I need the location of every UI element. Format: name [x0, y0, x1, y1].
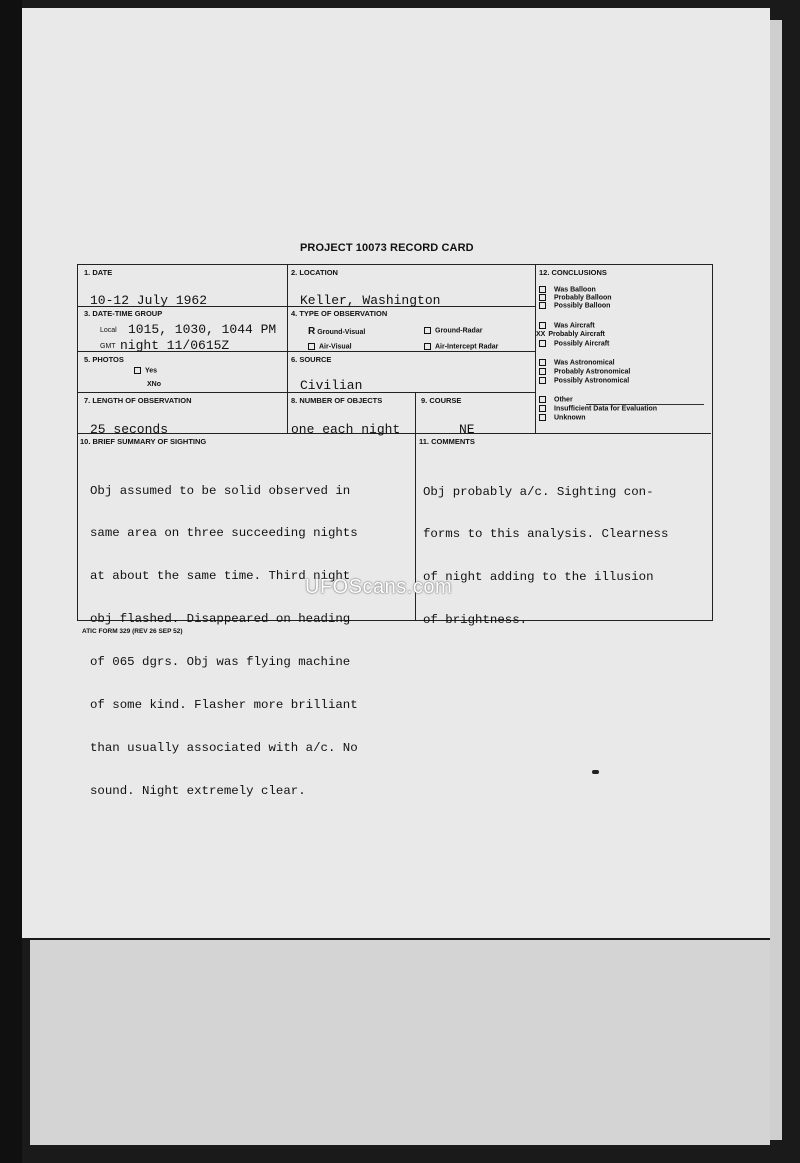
summary-line: than usually associated with a/c. No: [90, 740, 358, 755]
conclusion-item: Other: [539, 396, 573, 404]
summary-line: sound. Night extremely clear.: [90, 783, 306, 798]
location-label: 2. LOCATION: [291, 268, 338, 277]
checkbox-icon: [308, 343, 315, 350]
date-value: 10-12 July 1962: [90, 293, 208, 308]
form-id: ATIC FORM 329 (REV 26 SEP 52): [82, 628, 183, 635]
objects-label: 8. NUMBER OF OBJECTS: [291, 396, 383, 405]
conclusion-item: Possibly Balloon: [539, 302, 610, 310]
date-label: 1. DATE: [84, 268, 113, 277]
conclusion-item-checked: XX Probably Aircraft: [536, 331, 605, 338]
dtg-gmt-label: GMT: [100, 343, 116, 350]
checkbox-icon: [539, 377, 546, 384]
course-label: 9. COURSE: [421, 396, 462, 405]
summary-text: [90, 455, 358, 827]
comments-line: Obj probably a/c. Sighting con-: [423, 484, 654, 499]
summary-label: 10. BRIEF SUMMARY OF SIGHTING: [80, 437, 207, 446]
conclusion-item: Insufficient Data for Evaluation: [539, 405, 657, 413]
conclusion-item: Possibly Astronomical: [539, 377, 629, 385]
dtg-local-value: 1015, 1030, 1044 PM: [128, 322, 277, 337]
checked-mark: R: [308, 326, 316, 337]
source-value: Civilian: [300, 378, 363, 393]
checkbox-icon: [424, 343, 431, 350]
scan-background: [30, 940, 770, 1145]
location-value: Keller, Washington: [300, 293, 441, 308]
dtg-gmt-value: night 11/0615Z: [120, 338, 230, 353]
comments-label: 11. COMMENTS: [419, 437, 475, 446]
summary-line: obj flashed. Disappeared on heading: [90, 612, 351, 627]
divider: [287, 265, 288, 433]
conclusion-item: Was Balloon: [539, 286, 596, 294]
course-value: NE: [459, 422, 475, 437]
checkbox-icon: [134, 367, 141, 374]
option-ground-radar: Ground-Radar: [424, 327, 482, 334]
checkbox-icon: [539, 302, 546, 309]
checkbox-icon: [424, 327, 431, 334]
comments-line: of night adding to the illusion: [423, 570, 654, 585]
length-label: 7. LENGTH OF OBSERVATION: [84, 396, 192, 405]
checkbox-icon: [539, 405, 546, 412]
checkbox-icon: [539, 359, 546, 366]
comments-line: of brightness.: [423, 613, 528, 628]
summary-line: same area on three succeeding nights: [90, 526, 358, 541]
checked-mark: XX: [536, 331, 546, 338]
checkbox-icon: [539, 294, 546, 301]
summary-line: of 065 dgrs. Obj was flying machine: [90, 655, 351, 670]
dtg-local-label: Local: [100, 327, 117, 334]
length-value: 25 seconds: [90, 422, 169, 437]
conclusion-item: Was Aircraft: [539, 322, 595, 330]
observation-type-label: 4. TYPE OF OBSERVATION: [291, 309, 388, 318]
summary-line: Obj assumed to be solid observed in: [90, 483, 351, 498]
summary-line: of some kind. Flasher more brilliant: [90, 698, 358, 713]
comments-line: forms to this analysis. Clearness: [423, 527, 669, 542]
checkbox-icon: [539, 286, 546, 293]
checkbox-icon: [539, 414, 546, 421]
checkbox-icon: [539, 368, 546, 375]
conclusion-item: Was Astronomical: [539, 359, 615, 367]
option-air-visual: Air-Visual: [308, 343, 352, 350]
conclusion-item: Unknown: [539, 414, 586, 422]
option-ground-visual: R Ground-Visual: [308, 326, 366, 337]
checkbox-icon: [539, 322, 546, 329]
divider: [535, 265, 536, 433]
objects-value: one each night: [291, 422, 401, 437]
card-title: PROJECT 10073 RECORD CARD: [300, 242, 474, 254]
dtg-label: 3. DATE-TIME GROUP: [84, 309, 163, 318]
checked-mark: X: [147, 381, 152, 388]
source-label: 6. SOURCE: [291, 355, 332, 364]
scan-border-right: [770, 20, 782, 1140]
checkbox-icon: [539, 396, 546, 403]
photos-yes: Yes: [134, 367, 157, 374]
option-air-intercept-radar: Air-Intercept Radar: [424, 343, 498, 350]
conclusions-label: 12. CONCLUSIONS: [539, 268, 607, 277]
ink-smudge: [592, 770, 599, 774]
conclusion-item: Probably Balloon: [539, 294, 612, 302]
summary-line: at about the same time. Third night: [90, 569, 351, 584]
scan-border-left: [0, 0, 22, 1163]
checkbox-icon: [539, 340, 546, 347]
photos-label: 5. PHOTOS: [84, 355, 124, 364]
conclusion-item: Possibly Aircraft: [539, 340, 609, 348]
conclusion-item: Probably Astronomical: [539, 368, 630, 376]
watermark: UFOScans.com: [305, 576, 453, 598]
photos-no: XNo: [147, 381, 162, 388]
comments-text: [423, 456, 668, 656]
